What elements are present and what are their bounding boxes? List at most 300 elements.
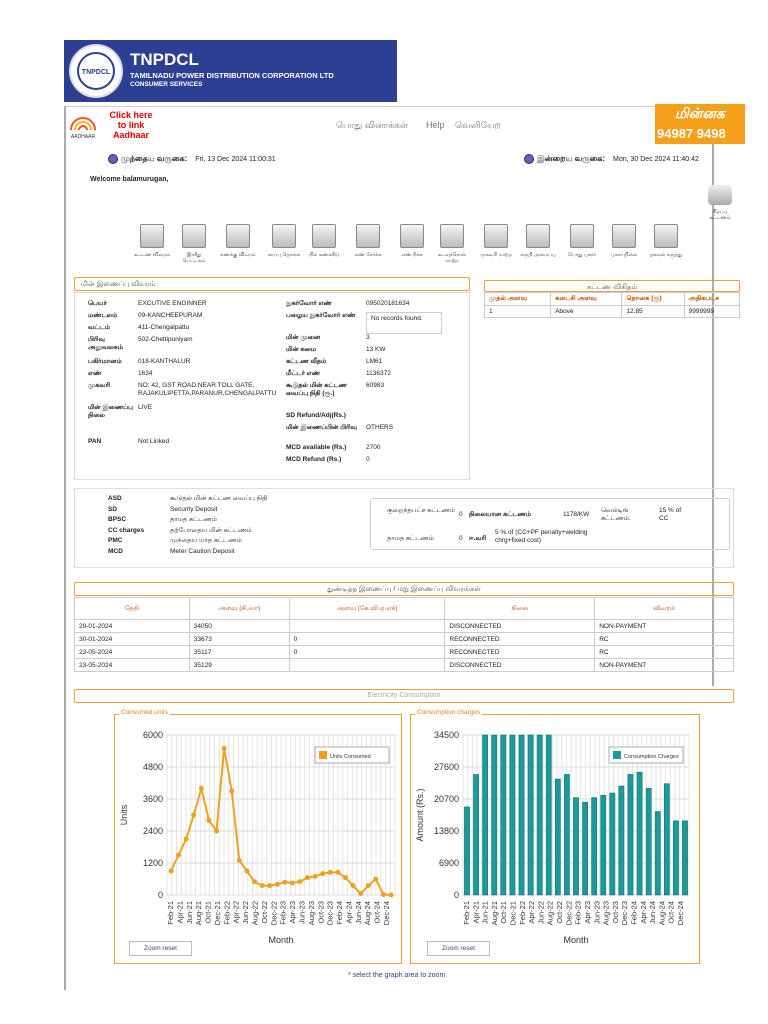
toolbar-label: பில் கணக்கீடு [308,252,340,258]
disc-cell: 23-05-2024 [75,659,190,672]
glossary-term: MCD [108,547,123,555]
x-tick-label: Feb-23 [278,901,288,925]
x-tick-label: Apr-21 [471,901,481,924]
add-number-icon [356,224,380,248]
data-point [282,880,287,885]
detail-value: 411-Chengalpattu [138,324,190,331]
toolbar-receipt-box-button[interactable] [176,224,212,264]
last-visit [108,154,276,164]
glossary-def: Meter Caution Deposit [170,547,235,555]
detail-value: 2700 [366,444,381,451]
glossary-row [108,526,368,537]
glossary-def: Security Deposit [170,505,218,513]
welding-charge-label: வெல்டிங் கட்டணம்: [601,507,631,522]
tariff-header: அதிகபட்ச [684,293,739,306]
detail-value: 018-KANTHALUR [138,358,191,365]
link-aadhaar-link[interactable]: Click here to link Aadhaar [109,110,153,140]
glossary-def: முந்தைய மாத கட்டணம் [170,537,242,544]
bill-calculator-icon [312,224,336,248]
x-tick-label: Jun-24 [353,901,363,924]
x-tick-label: Dec-23 [620,901,630,926]
x-tick-label: Feb-24 [335,901,345,925]
toolbar-label: கட்டண விவரம் [134,252,170,258]
y-tick-label: 34500 [433,730,459,740]
glossary-term: ASD [108,495,122,502]
bar [601,795,606,895]
toolbar-settings-button[interactable] [520,224,556,258]
legend-label: Consumption Charges [624,754,679,760]
account-details-icon [226,224,250,248]
complaint-status-icon [612,224,636,248]
detail-value: 095020181634 [366,300,410,307]
detail-row [286,412,466,424]
data-point [366,883,371,888]
zoom-hint: * select the graph area to zoom [348,972,446,979]
fixed-charge-value: 1178/KW [563,511,590,518]
detail-row [286,300,466,312]
bar [582,802,587,895]
x-tick-label: Jun-22 [241,901,251,924]
detail-key: PAN [88,438,102,445]
x-tick-label: Feb-22 [517,901,527,925]
detail-row [88,312,283,324]
data-point [297,879,302,884]
detail-key: மீட்டர் எண் [286,370,321,377]
toolbar-remove-number-button[interactable] [394,224,430,258]
y-tick-label: 27600 [433,762,459,772]
detail-key: வட்டம் [88,324,110,331]
disc-header-row [75,598,734,620]
toolbar-change-password-button[interactable] [434,224,470,264]
tariff-header: முதல் அளவு [485,293,551,306]
tariff-cell: 1 [485,306,551,318]
disc-cell [289,620,445,633]
x-tick-label: Dec-21 [508,901,518,926]
brand-name: TNPDCL [130,50,199,69]
detail-row [286,456,466,468]
detail-key: பிரிவு அலுவலகம் [88,336,123,351]
disc-header: விவரம் [595,598,734,620]
detail-value: 1634 [138,370,153,377]
x-tick-label: Apr-23 [582,901,592,924]
x-tick-label: Aug-22 [250,901,260,926]
data-point [260,883,265,888]
today-visit [524,154,699,164]
detail-row [286,334,466,346]
toolbar-label: சுருதி அமைப்பு [520,252,556,258]
bar [637,772,642,895]
data-point [290,881,295,886]
detail-value: OTHERS [366,424,394,431]
y-tick-label: 6900 [438,858,459,868]
table-row [75,659,734,672]
data-point [335,870,340,875]
glossary [108,494,368,557]
min-charge-value: 0 [459,511,463,518]
data-point [244,869,249,874]
bar [473,774,478,895]
glossary-term: SD [108,505,118,513]
disc-cell: 29-01-2024 [75,620,190,633]
bar [592,798,597,895]
detail-key: நுகர்வோர் எண் [286,300,332,307]
charges-chart-panel[interactable] [410,709,700,964]
toolbar-add-number-button[interactable] [350,224,386,258]
last-visit-label: முந்தைய வருகை: [121,154,188,163]
disc-header: அளவு (கே.வி.ஏ.எச்) [289,598,445,620]
disc-cell: 33673 [189,633,289,646]
y-tick-label: 0 [157,890,163,900]
legend-swatch [319,751,327,759]
logout-link[interactable]: வெளியேற [455,120,501,130]
bill-details-icon [140,224,164,248]
toolbar-label: தகவல் கருத்து [649,252,683,258]
welcome-text: Welcome balamurugan, [90,176,169,183]
consumption-title-bar [74,689,734,703]
detail-value: 09-KANCHEEPURAM [138,312,203,319]
detail-value [366,412,466,424]
data-point [313,874,318,879]
data-point [275,882,280,887]
detail-value: NO: 42, GST ROAD,NEAR TOLL GATE, RAJAKULIPETTA,PARANUR,CHENGALPATTU [138,382,277,397]
x-tick-label: Feb-23 [573,901,583,925]
x-tick-label: Oct-21 [499,901,509,924]
detail-row [88,336,283,358]
toolbar-bill-details-button[interactable] [134,224,170,258]
data-point [373,877,378,882]
y-tick-label: 13800 [433,826,459,836]
bar [519,735,524,895]
late-fee-label: தாமத கட்டணம் [387,535,434,542]
data-point [252,879,257,884]
glossary-row [108,536,368,547]
data-point [305,875,310,880]
bar [483,735,488,895]
detail-row [286,382,466,412]
data-point [328,870,333,875]
data-point [184,837,189,842]
glossary-row [108,494,368,505]
glossary-row [108,505,368,516]
detail-value: No records found. [366,312,442,334]
x-tick-label: Dec-22 [269,901,279,926]
detail-key: முகவரி [88,382,111,389]
tariff-title: கட்டண விகிதம் [586,284,638,291]
bar [510,735,515,895]
disconnection-title: துண்டித்த இணைப்பு / மறு இணைப்பு விவரங்கள் [327,586,481,593]
bar [664,784,669,895]
x-tick-label: Jun-24 [648,901,658,924]
disc-cell: RC [595,633,734,646]
bar [537,735,542,895]
detail-value: 60983 [366,382,385,389]
toolbar-complaint-status-button[interactable] [606,224,642,258]
x-tick-label: Jun-21 [184,901,194,924]
x-tick-label: Dec-24 [382,901,391,926]
glossary-def: கூடுதல் மின் கட்டண வைப்பு நிதி [170,495,268,502]
detail-value: 1136372 [366,370,391,377]
change-password-icon [440,224,464,248]
detail-value: 13 KW [366,346,386,353]
detail-value: LIVE [138,404,153,411]
toolbar-change-address-button[interactable] [478,224,514,258]
detail-value: 0 [366,456,370,463]
detail-row [286,444,466,456]
bar [555,779,560,895]
detail-value: 3 [366,334,370,341]
detail-key: MCD Refund (Rs.) [286,456,342,463]
detail-key: கூடுதல் மின் கட்டண வைப்பு நிதி (ரூ.) [286,382,348,397]
x-tick-label: Oct-21 [203,901,213,924]
x-tick-label: Aug-23 [306,901,316,926]
detail-key: மின் முனை [286,334,321,341]
connection-details-left [88,300,283,450]
tariff-header: தொகை (ரூ) [622,293,684,306]
special-payment-label: சிறப்பு கட்டணம் [709,209,731,221]
toolbar-label: புகார் நிலை [610,252,638,258]
units-chart-title: Consumed units [121,709,168,716]
disc-cell: NON-PAYMENT [595,620,734,633]
min-charge-label: குறைந்தபட்ச கட்டணம் [387,507,456,514]
disc-cell: 35117 [189,646,289,659]
detail-key: MCD available (Rs.) [286,444,347,451]
toolbar-label: எண் நீக்க [401,252,423,258]
hotline-banner[interactable] [655,104,745,144]
special-payment-button[interactable] [704,185,736,221]
connection-details-title-bar [74,277,470,291]
detail-key: எண் [88,370,102,377]
detail-key: பெயர் [88,300,107,307]
clock-icon [524,154,534,164]
bar [492,735,497,895]
detail-row [286,370,466,382]
y-tick-label: 3600 [142,794,163,804]
handshake-icon [708,185,732,205]
bar [628,774,633,895]
legend-swatch [613,751,621,759]
bar [673,821,678,895]
detail-key: மின் இணைப்பு நிலை [88,404,133,419]
clock-icon [108,154,118,164]
connection-details-right [286,300,466,468]
today-visit-value: Mon, 30 Dec 2024 11:40:42 [613,156,699,163]
tariff-table [484,292,740,318]
tariff-cell: 12.85 [622,306,684,318]
y-tick-label: 0 [453,890,459,900]
faq-link[interactable]: பொது வினாக்கள் [336,120,409,130]
bar [619,786,624,895]
x-tick-label: Aug-21 [489,901,499,926]
bar [646,788,651,895]
detail-row [88,370,283,382]
detail-row [88,404,283,438]
x-tick-label: Apr-22 [527,901,537,924]
data-point [343,875,348,880]
x-tick-label: Dec-23 [325,901,335,926]
toolbar-label: கணக்கு விவரம் [220,252,256,258]
disc-cell: NON-PAYMENT [595,659,734,672]
glossary-row [108,515,368,526]
toolbar-account-details-button[interactable] [220,224,256,258]
x-tick-label: Apr-23 [288,901,298,924]
y-tick-label: 6000 [142,730,163,740]
toolbar-label: முகவரி மாற்ற [480,252,512,258]
x-tick-label: Apr-24 [344,901,354,924]
charges-panel [370,498,730,550]
y-tick-label: 1200 [142,858,163,868]
brand-section: CONSUMER SERVICES [130,81,203,88]
table-row [75,646,734,659]
x-tick-label: Oct-22 [259,901,269,924]
consumption-title: Electricity Consumption [367,692,441,699]
bar [528,735,533,895]
gst-label: ஈ.வரி [469,535,487,542]
x-tick-label: Feb-21 [166,901,175,925]
receipt-box-icon [182,224,206,248]
detail-value: EXCUTIVE ENGINNER [138,300,207,307]
toolbar-label: எண் சேர்க்க [354,252,382,258]
x-tick-label: Apr-21 [175,901,185,924]
feedback-icon [654,224,678,248]
bar [573,798,578,895]
detail-value: Not Linked [138,438,170,445]
x-tick-label: Feb-24 [629,901,639,925]
help-link[interactable]: Help [426,120,445,130]
disc-header: அளவு (கி.வா) [189,598,289,620]
y-tick-label: 2400 [142,826,163,836]
data-point [206,818,211,823]
toolbar-bill-calculator-button[interactable] [306,224,342,258]
bar [464,807,469,895]
data-point [237,858,242,863]
bar [501,735,506,895]
toolbar-feedback-button[interactable] [648,224,684,258]
x-tick-label: Oct-22 [555,901,565,924]
disc-cell: DISCONNECTED [445,659,595,672]
detail-row [286,424,466,444]
detail-value: LM61 [366,358,383,365]
charges-chart-title: Consumption charges [417,709,481,716]
detail-key: SD Refund/Adj(Rs.) [286,412,346,419]
bar [546,735,551,895]
x-tick-label: Feb-22 [222,901,232,925]
units-chart-panel[interactable] [114,709,402,964]
y-tick-label: 20700 [433,794,459,804]
remove-number-icon [400,224,424,248]
x-tick-label: Dec-24 [676,901,685,926]
toolbar-label: காப்பு தொகை [267,252,301,258]
data-point [222,746,227,751]
x-tick-label: Dec-21 [212,901,222,926]
x-tick-label: Aug-24 [363,901,373,926]
detail-row [88,438,283,450]
detail-key: பழைய நுகர்வோர் எண் [286,312,356,319]
data-point [169,869,174,874]
complaint-icon [570,224,594,248]
bar [655,812,660,895]
bar [564,774,569,895]
data-point [229,789,234,794]
fixed-charge-label: நிலையான கட்டணம் [469,511,532,518]
data-point [199,786,204,791]
table-row [75,620,734,633]
y-tick-label: 4800 [142,762,163,772]
data-point [320,871,325,876]
data-point [267,883,272,888]
detail-row [88,300,283,312]
legend-label: Units Consumed [330,754,371,760]
disc-cell: RECONNECTED [445,646,595,659]
change-address-icon [484,224,508,248]
toolbar-label: இரசீது பெட்டகம் [182,252,206,264]
x-tick-label: Oct-23 [610,901,620,924]
disc-cell: 0 [289,633,445,646]
toolbar-complaint-button[interactable] [564,224,600,258]
disc-header: நிலை [445,598,595,620]
glossary-row [108,547,368,558]
detail-value: 502-Chettipuniyam [138,336,193,343]
y-axis-label: Units [119,804,129,826]
disc-cell: 30-01-2024 [75,633,190,646]
hotline-number: 94987 9498 [657,126,726,141]
disc-cell: 0 [289,646,445,659]
x-tick-label: Oct-24 [666,901,676,924]
last-visit-value: Fri, 13 Dec 2024 11:00:31 [195,156,276,163]
detail-row [286,358,466,370]
x-tick-label: Aug-23 [601,901,611,926]
bar [682,821,687,895]
data-point [191,813,196,818]
disc-header: தேதி [75,598,190,620]
x-tick-label: Aug-21 [194,901,204,926]
disconnection-title-bar [74,582,734,596]
disc-cell [289,659,445,672]
table-row [485,306,740,318]
toolbar-deposit-button[interactable] [266,224,302,258]
x-tick-label: Jun-22 [536,901,546,924]
data-point [389,893,394,898]
brand-full-name: TAMILNADU POWER DISTRIBUTION CORPORATION LTD [130,71,334,80]
welding-charge-value: 15 % of CC [659,507,682,522]
x-axis-label: Month [563,935,589,945]
y-axis-label: Amount (Rs.) [415,788,425,842]
detail-row [88,358,283,370]
units-zoom-reset-button[interactable]: Zoom reset [129,941,192,956]
hotline-title: மின்னக [675,106,725,122]
detail-key: மின் இணைப்பின் பிரிவு [286,424,357,431]
data-point [176,853,181,858]
toolbar-label: கடவுச்சொல் மாற்ற [437,252,467,264]
tariff-title-bar [484,280,740,292]
settings-icon [526,224,550,248]
tariff-header-row [485,293,740,306]
disc-cell: 35129 [189,659,289,672]
x-tick-label: Apr-22 [231,901,241,924]
detail-key: மண்டலம் [88,312,118,319]
brand-header [64,40,397,102]
detail-row [286,346,466,358]
charges-chart[interactable] [411,725,699,945]
charges-zoom-reset-button[interactable]: Zoom reset [427,941,490,956]
detail-key: மின் சுமை [286,346,317,353]
data-point [358,891,363,896]
connection-details-title: மின் இணைப்பு விவரம் [81,281,156,288]
aadhaar-logo-icon[interactable] [68,110,98,140]
disc-cell: RECONNECTED [445,633,595,646]
units-chart[interactable] [115,725,401,945]
detail-row [88,382,283,404]
x-tick-label: Aug-24 [657,901,667,926]
